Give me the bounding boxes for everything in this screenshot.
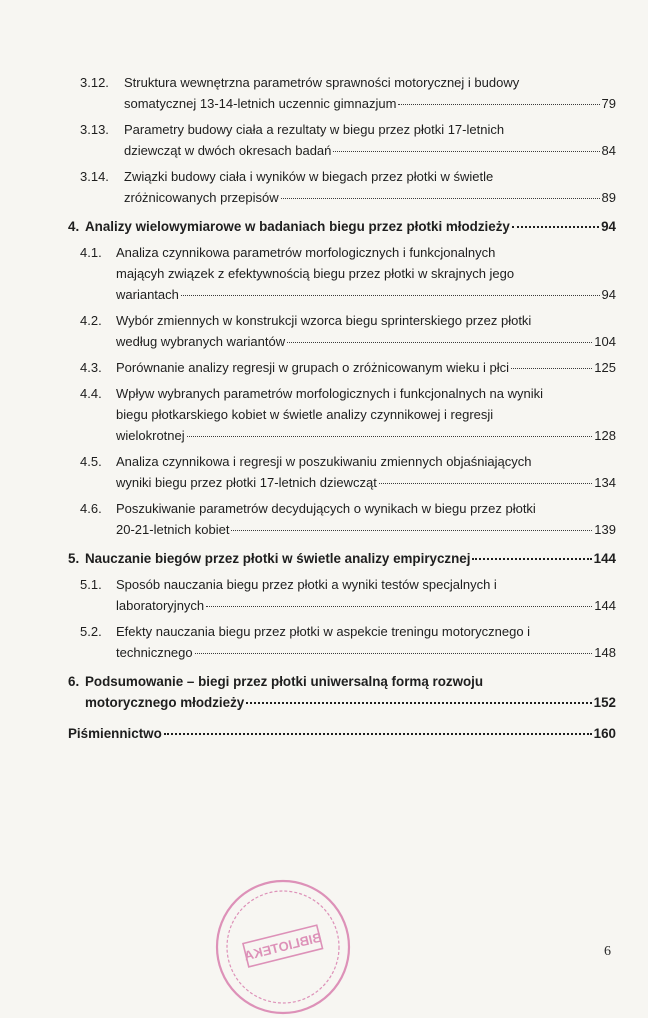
toc-entry-page: 89	[601, 190, 616, 205]
toc-entry-title-line: Podsumowanie – biegi przez płotki uniwersalną formą rozwoju	[85, 674, 484, 689]
toc-entry-title-line: technicznego	[116, 645, 193, 660]
toc-entry-title-line: Wybór zmiennych w konstrukcji wzorca biegu sprinterskiego przez płotki	[116, 313, 532, 328]
toc-entry-page: 128	[594, 428, 616, 443]
toc-entry-title-line: Efekty nauczania biegu przez płotki w aspekcie treningu motorycznego i	[116, 624, 531, 639]
toc-entry-page: 94	[601, 219, 616, 234]
dot-leader	[231, 529, 592, 531]
toc-entry-title-line: Analiza czynnikowa i regresji w poszukiwaniu zmiennych objaśniających	[116, 454, 532, 469]
toc-entry-number: 3.13.	[80, 122, 109, 137]
toc-entry-number: 5.	[68, 551, 80, 566]
toc-entry-number: 3.14.	[80, 169, 109, 184]
dot-leader	[187, 435, 593, 437]
dot-leader	[195, 652, 593, 654]
toc-entry-title-line: mającyh związek z efektywnością biegu przez płotki w skrajnych jego	[116, 266, 515, 281]
dot-leader	[512, 225, 599, 228]
toc-entry-title-line: według wybranych wariantów	[116, 334, 286, 349]
toc-entry-title-line: Nauczanie biegów przez płotki w świetle analizy empirycznej	[85, 551, 471, 566]
dot-leader	[181, 294, 600, 296]
svg-text:BIBLIOTEKA: BIBLIOTEKA	[242, 929, 324, 964]
toc-entry-title-line: Wpływ wybranych parametrów morfologicznych i funkcjonalnych na wyniki	[116, 386, 544, 401]
toc-entry-title-line: Sposób nauczania biegu przez płotki a wyniki testów specjalnych i	[116, 577, 497, 592]
dot-leader	[281, 197, 600, 199]
toc-entry-title-line: somatycznej 13-14-letnich uczennic gimnazjum	[124, 96, 397, 111]
toc-entry	[68, 383, 616, 446]
toc-entry-title-line: wariantach	[116, 287, 179, 302]
toc-entry	[68, 310, 616, 352]
toc-entry-page: 139	[594, 522, 616, 537]
toc-entry-title-line: wielokrotnej	[116, 428, 185, 443]
toc-entry	[68, 216, 616, 237]
dot-leader	[164, 732, 592, 735]
toc-entry-title-line: Związki budowy ciała i wyników w biegach przez płotki w świetle	[124, 169, 494, 184]
toc-entry-page: 79	[601, 96, 616, 111]
toc-entry	[68, 671, 616, 713]
toc-entry	[68, 119, 616, 161]
toc-entry-title-line: Piśmiennictwo	[68, 726, 162, 741]
toc-entry	[68, 548, 616, 569]
toc-entry	[68, 72, 616, 114]
page-number: 6	[604, 944, 611, 959]
toc-entry	[68, 498, 616, 540]
table-of-contents	[68, 72, 616, 744]
toc-entry-title-line: Analizy wielowymiarowe w badaniach biegu przez płotki młodzieży	[85, 219, 510, 234]
dot-leader	[287, 341, 592, 343]
toc-entry-title-line: Struktura wewnętrzna parametrów sprawności motorycznej i budowy	[124, 75, 520, 90]
toc-entry-title-line: Porównanie analizy regresji w grupach o zróżnicowanym wieku i płci	[116, 360, 510, 375]
toc-entry-number: 4.2.	[80, 313, 102, 328]
toc-entry	[68, 166, 616, 208]
dot-leader	[333, 150, 599, 152]
toc-entry-title-line: zróżnicowanych przepisów	[124, 190, 279, 205]
toc-entry-title-line: wyniki biegu przez płotki 17-letnich dziewcząt	[116, 475, 377, 490]
toc-entry-number: 3.12.	[80, 75, 109, 90]
toc-entry-number: 4.3.	[80, 360, 102, 375]
toc-entry-page: 84	[601, 143, 616, 158]
dot-leader	[206, 605, 592, 607]
toc-entry	[68, 621, 616, 663]
toc-entry-number: 5.1.	[80, 577, 102, 592]
toc-entry-number: 4.4.	[80, 386, 102, 401]
toc-entry-number: 5.2.	[80, 624, 102, 639]
toc-entry-title-line: Poszukiwanie parametrów decydujących o wynikach w biegu przez płotki	[116, 501, 536, 516]
toc-entry-title-line: laboratoryjnych	[116, 598, 205, 613]
toc-entry-page: 160	[593, 726, 616, 741]
toc-entry-page: 134	[594, 475, 616, 490]
toc-entry-title-line: motorycznego młodzieży	[85, 695, 245, 710]
dot-leader	[511, 367, 592, 369]
toc-entry-number: 4.	[68, 219, 80, 234]
toc-entry-page: 125	[594, 360, 616, 375]
dot-leader	[379, 482, 592, 484]
toc-entry	[68, 451, 616, 493]
toc-entry	[68, 357, 616, 378]
toc-entry-title-line: biegu płotkarskiego kobiet w świetle analizy czynnikowej i regresji	[116, 407, 494, 422]
toc-entry-number: 4.5.	[80, 454, 102, 469]
toc-entry-number: 4.1.	[80, 245, 102, 260]
toc-entry-page: 144	[594, 598, 616, 613]
dot-leader	[398, 103, 599, 105]
toc-entry-number: 4.6.	[80, 501, 102, 516]
dot-leader	[246, 701, 591, 704]
toc-entry-page: 144	[593, 551, 616, 566]
toc-entry-title-line: dziewcząt w dwóch okresach badań	[124, 143, 332, 158]
toc-entry-page: 104	[594, 334, 616, 349]
library-stamp	[212, 876, 354, 1018]
toc-entry	[68, 723, 616, 744]
toc-entry	[68, 242, 616, 305]
dot-leader	[472, 557, 591, 560]
toc-entry-title-line: 20-21-letnich kobiet	[116, 522, 230, 537]
toc-entry-title-line: Analiza czynnikowa parametrów morfologicznych i funkcjonalnych	[116, 245, 496, 260]
toc-entry-page: 152	[593, 695, 616, 710]
toc-entry-page: 148	[594, 645, 616, 660]
toc-entry	[68, 574, 616, 616]
toc-entry-number: 6.	[68, 674, 80, 689]
toc-entry-title-line: Parametry budowy ciała a rezultaty w biegu przez płotki 17-letnich	[124, 122, 505, 137]
toc-entry-page: 94	[601, 287, 616, 302]
